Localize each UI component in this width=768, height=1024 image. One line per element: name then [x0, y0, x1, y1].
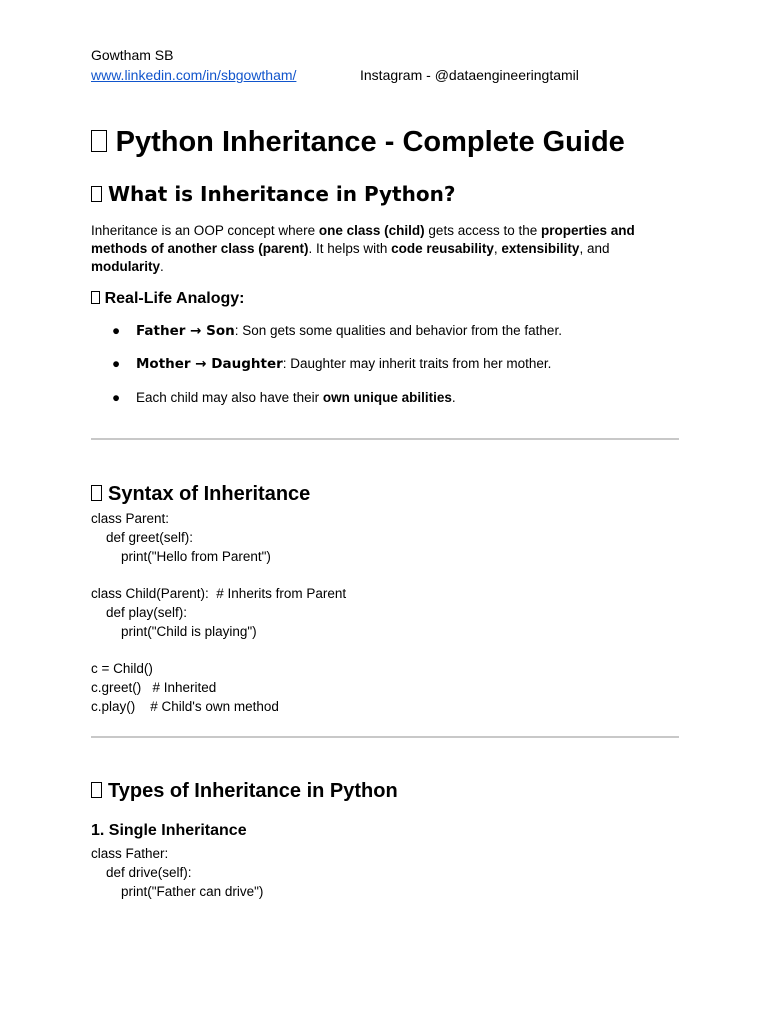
- bullet-icon: ●: [112, 390, 121, 405]
- code-line: class Child(Parent): # Inherits from Parent: [91, 586, 347, 602]
- code-line: def play(self):: [91, 604, 188, 620]
- code-line: print("Child is playing"): [91, 623, 257, 639]
- horizontal-divider: [91, 438, 679, 440]
- missing-glyph-icon: [91, 782, 102, 798]
- analogy-desc: Each child may also have their: [136, 390, 323, 405]
- missing-glyph-icon: [91, 291, 100, 303]
- analogy-desc-end: .: [451, 390, 456, 405]
- code-line: class Father:: [91, 846, 169, 861]
- section-heading-what: [91, 181, 455, 207]
- missing-glyph-icon: [91, 130, 107, 153]
- page-title-text: Python Inheritance - Complete Guide: [115, 126, 625, 158]
- missing-glyph-icon: [91, 186, 102, 202]
- analogy-term: Mother → Daughter: [136, 356, 283, 372]
- linkedin-link[interactable]: www.linkedin.com/in/sbgowtham/: [91, 67, 297, 83]
- section-heading-what-text: What is Inheritance in Python?: [108, 182, 456, 206]
- emphasis-text: properties and methods of another class (parent): [91, 223, 635, 256]
- body-text: .: [160, 259, 164, 274]
- section-heading-syntax-text: Syntax of Inheritance: [108, 483, 311, 505]
- horizontal-divider: [91, 736, 679, 738]
- code-line: print("Father can drive"): [91, 883, 264, 899]
- section-heading-syntax: [91, 481, 310, 507]
- code-block-single: [91, 845, 263, 901]
- section-heading-types-text: Types of Inheritance in Python: [108, 780, 398, 802]
- analogy-heading: [91, 289, 244, 309]
- code-line: [91, 642, 346, 661]
- analogy-desc: : Son gets some qualities and behavior from the father.: [234, 323, 562, 338]
- emphasis-text: extensibility: [501, 241, 580, 256]
- analogy-heading-text: Real-Life Analogy:: [104, 290, 245, 307]
- emphasis-text: modularity: [91, 259, 161, 274]
- analogy-term: own unique abilities: [322, 390, 452, 405]
- contact-links: [91, 66, 681, 84]
- code-line: [91, 566, 346, 585]
- code-line: c.play() # Child's own method: [91, 698, 279, 714]
- analogy-desc: : Daughter may inherit traits from her mother.: [282, 356, 552, 371]
- bullet-icon: ●: [112, 356, 121, 371]
- bullet-icon: ●: [112, 323, 121, 338]
- instagram-handle: Instagram - @dataengineeringtamil: [360, 67, 579, 83]
- intro-paragraph: [91, 222, 681, 276]
- page-title: [91, 124, 625, 160]
- body-text: Inheritance is an OOP concept where: [91, 223, 319, 238]
- code-line: c = Child(): [91, 661, 153, 677]
- section-heading-types: [91, 778, 398, 804]
- body-text: , and: [579, 241, 610, 256]
- body-text: gets access to the: [424, 223, 541, 238]
- code-line: class Parent:: [91, 511, 170, 526]
- missing-glyph-icon: [91, 485, 102, 501]
- emphasis-text: one class (child): [318, 223, 425, 238]
- emphasis-text: code reusability: [391, 241, 494, 256]
- author-name: Gowtham SB: [91, 47, 174, 63]
- subheading-single: 1. Single Inheritance: [91, 822, 247, 839]
- code-line: def drive(self):: [91, 864, 192, 880]
- code-line: c.greet() # Inherited: [91, 680, 217, 696]
- body-text: ,: [493, 241, 502, 256]
- code-block-syntax: [91, 510, 346, 717]
- analogy-term: Father → Son: [136, 323, 235, 339]
- code-line: def greet(self):: [91, 529, 194, 545]
- body-text: . It helps with: [308, 241, 392, 256]
- code-line: print("Hello from Parent"): [91, 548, 271, 564]
